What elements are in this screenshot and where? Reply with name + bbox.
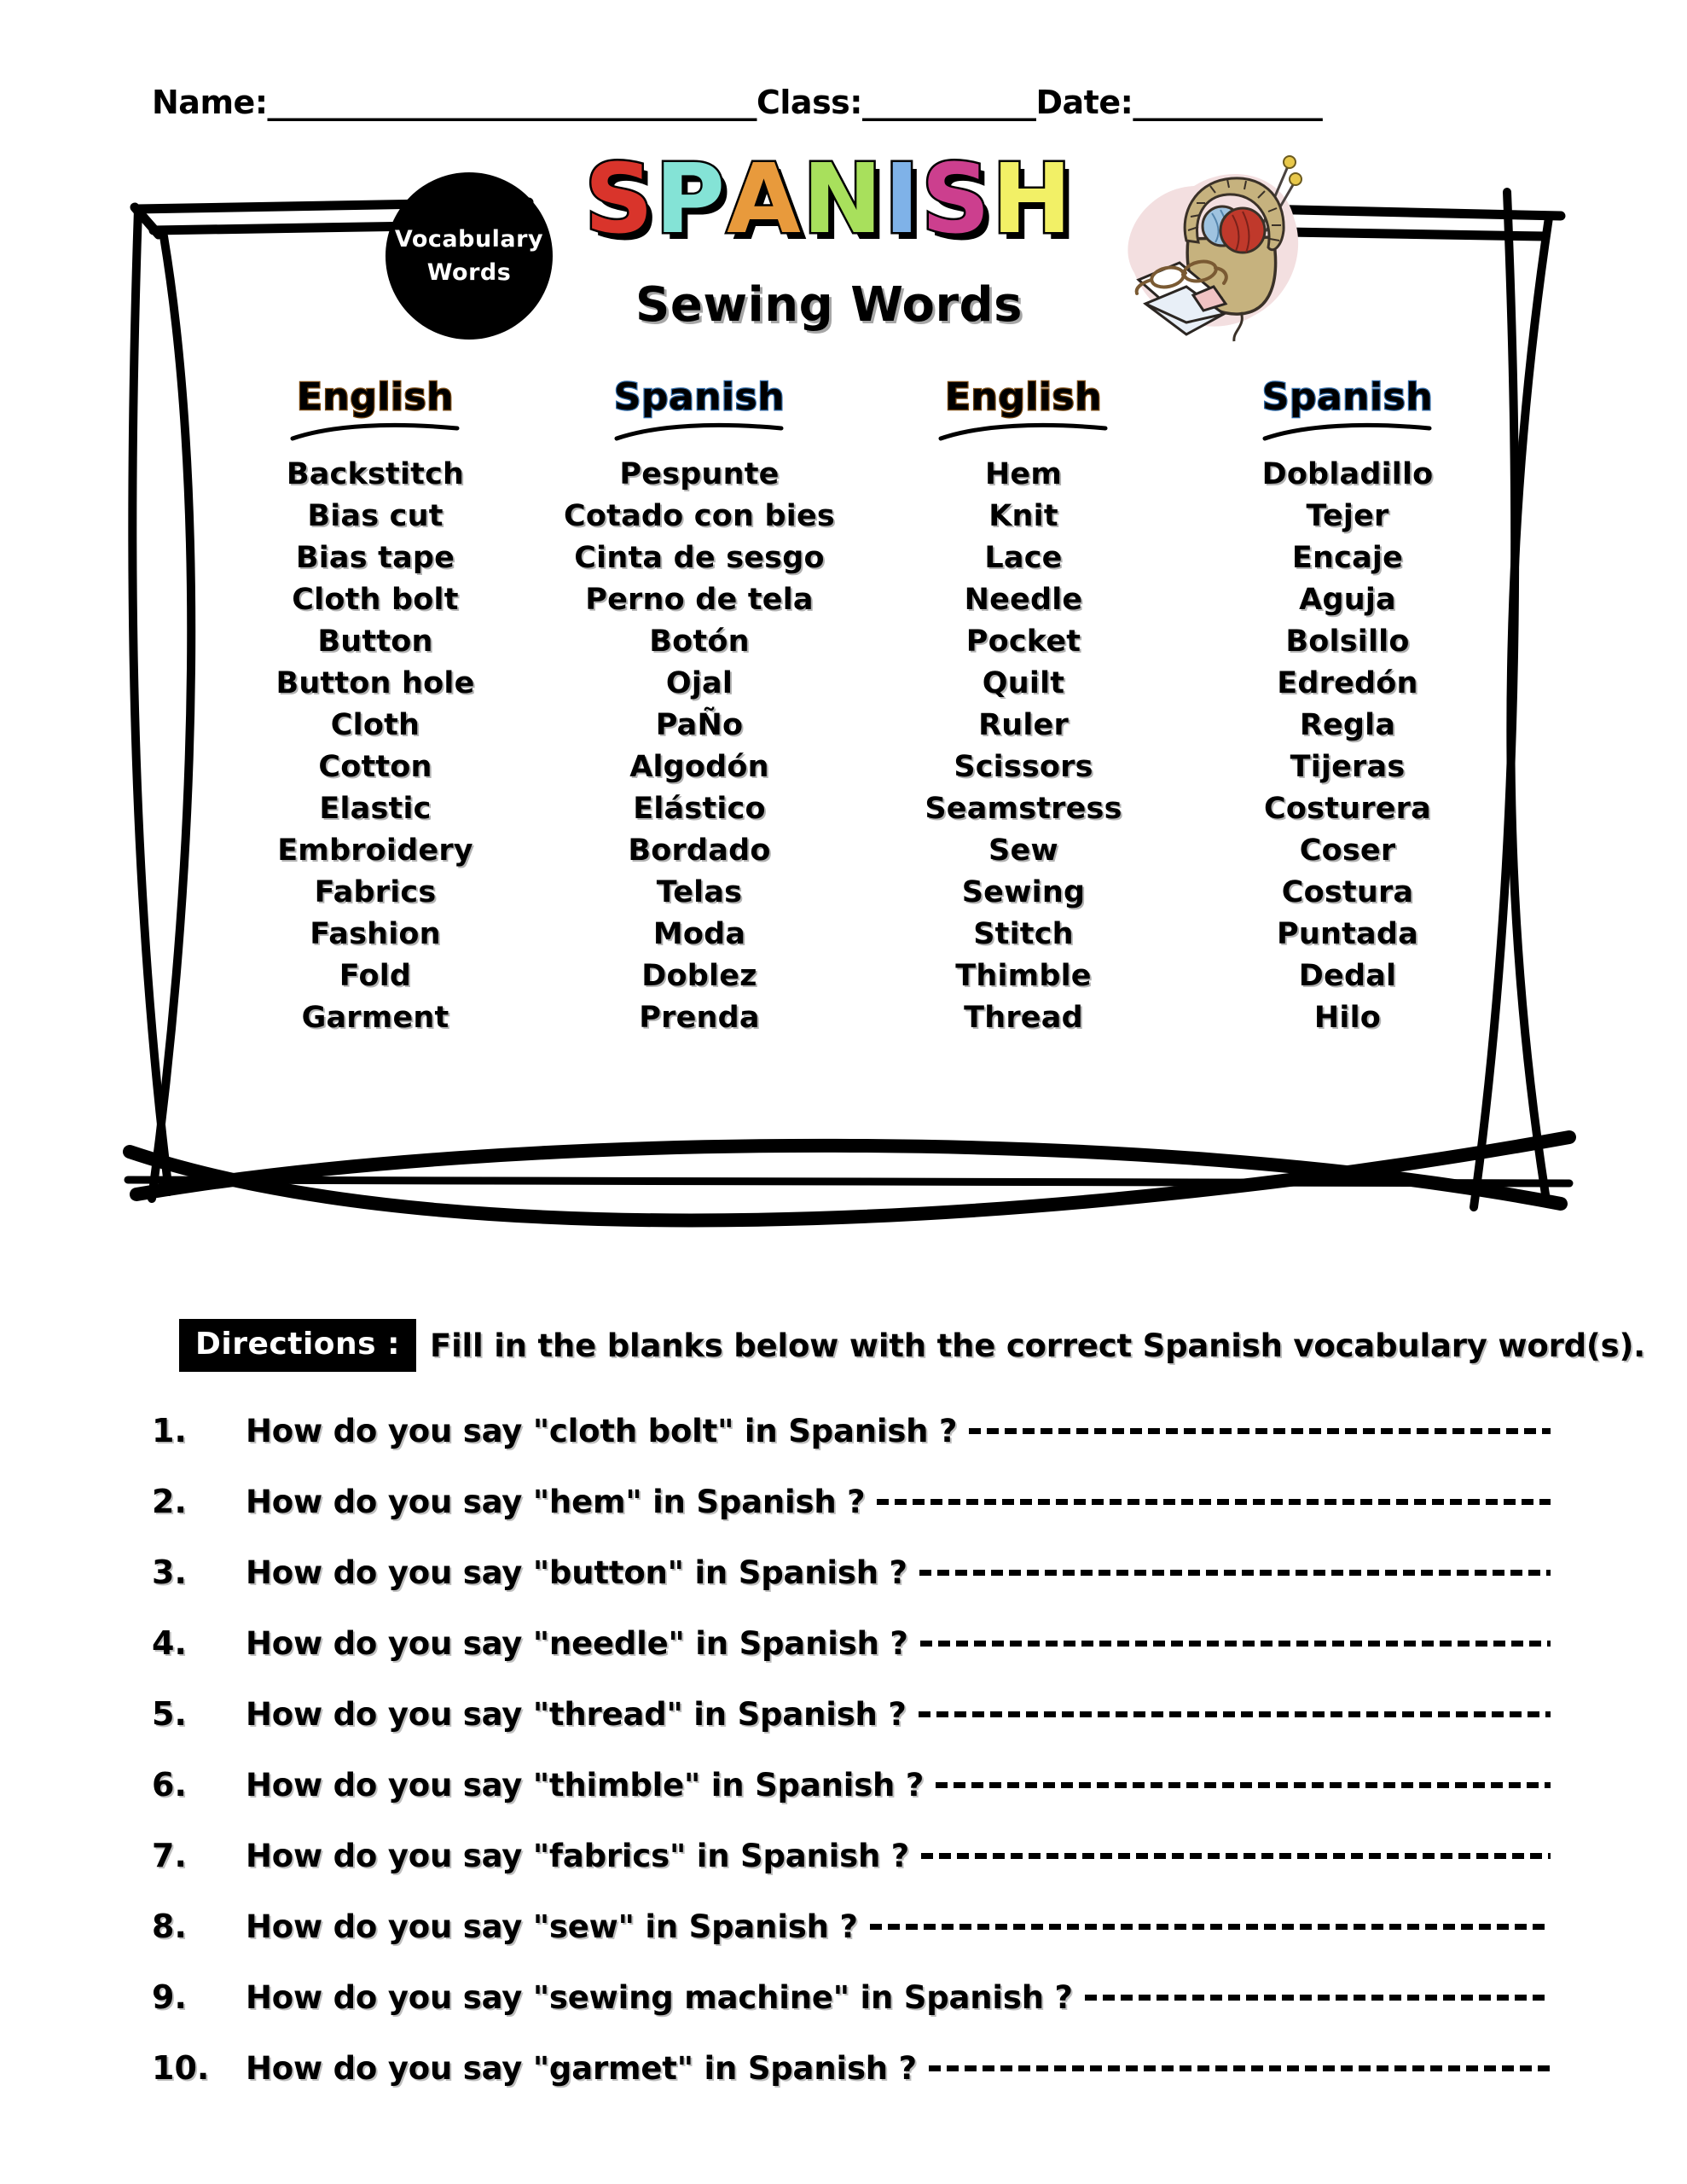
vocab-word-spanish: Edredón xyxy=(1277,666,1418,700)
question-number: 2. xyxy=(152,1483,187,1520)
vocab-word-spanish: Coser xyxy=(1299,834,1396,868)
question-row xyxy=(152,1908,1551,1978)
question-text: How do you say "hem" in Spanish ? xyxy=(246,1484,866,1520)
question-row xyxy=(152,1554,1551,1624)
vocab-word-spanish: Pespunte xyxy=(619,457,780,491)
answer-blank[interactable] xyxy=(969,1428,1551,1434)
title-letter-s-5: S xyxy=(921,144,992,255)
vocab-word-english: Hem xyxy=(984,457,1063,491)
vocab-word-spanish: Costura xyxy=(1281,875,1414,909)
vocab-word-english: Button hole xyxy=(275,666,475,700)
sewing-basket-icon xyxy=(1104,145,1318,358)
question-text: How do you say "thread" in Spanish ? xyxy=(246,1696,907,1733)
page-title xyxy=(573,144,1085,255)
question-number: 6. xyxy=(152,1766,187,1804)
header-swoosh-icon xyxy=(1262,421,1433,442)
column-english-left xyxy=(213,375,537,1039)
question-number: 4. xyxy=(152,1624,187,1662)
vocab-word-english: Fabrics xyxy=(314,875,437,909)
vocab-word-english: Knit xyxy=(988,499,1058,533)
vocab-word-spanish: Tijeras xyxy=(1290,750,1406,784)
vocab-word-english: Button xyxy=(317,624,433,659)
badge-line-1: Vocabulary xyxy=(394,225,544,253)
title-letter-s-0: S xyxy=(584,144,656,255)
vocab-word-spanish: Tejer xyxy=(1306,499,1389,533)
column-header-label: Spanish xyxy=(613,375,786,419)
question-row xyxy=(152,1624,1551,1695)
vocab-word-english: Thread xyxy=(964,1001,1083,1035)
vocab-word-spanish: Aguja xyxy=(1299,583,1396,617)
vocab-word-english: Ruler xyxy=(978,708,1069,742)
vocab-word-english: Pocket xyxy=(965,624,1081,659)
vocab-word-english: Scissors xyxy=(954,750,1093,784)
question-row xyxy=(152,1837,1551,1908)
vocab-word-english: Sewing xyxy=(961,875,1086,909)
vocab-word-spanish: Doblez xyxy=(641,959,757,993)
question-text: How do you say "sew" in Spanish ? xyxy=(246,1908,858,1945)
vocab-word-spanish: PaÑo xyxy=(655,708,744,742)
question-text: How do you say "fabrics" in Spanish ? xyxy=(246,1838,910,1874)
vocab-word-english: Garment xyxy=(301,1001,449,1035)
vocab-word-english: Needle xyxy=(964,583,1083,617)
header-swoosh-icon xyxy=(614,421,785,442)
question-number: 9. xyxy=(152,1978,187,2016)
vocab-word-english: Seamstress xyxy=(925,792,1122,826)
column-english-right xyxy=(861,375,1186,1039)
question-row xyxy=(152,1695,1551,1766)
vocab-word-english: Cloth xyxy=(330,708,420,742)
vocab-word-spanish: Prenda xyxy=(639,1001,760,1035)
vocab-word-english: Cloth bolt xyxy=(292,583,459,617)
answer-blank[interactable] xyxy=(920,1641,1551,1647)
vocab-word-english: Cotton xyxy=(318,750,432,784)
worksheet-header xyxy=(0,145,1687,367)
title-letter-p-1: P xyxy=(655,144,728,255)
column-header-label: English xyxy=(944,375,1103,419)
question-row xyxy=(152,1978,1551,2049)
vocab-word-spanish: Costurera xyxy=(1264,792,1431,826)
vocab-word-spanish: Dedal xyxy=(1298,959,1397,993)
vocab-word-spanish: Bordado xyxy=(628,834,771,868)
vocab-word-spanish: Botón xyxy=(649,624,750,659)
title-letter-n-3: N xyxy=(802,144,884,255)
vocab-word-english: Quilt xyxy=(982,666,1065,700)
questions-list xyxy=(152,1412,1551,2120)
column-spanish-right xyxy=(1186,375,1510,1039)
column-header-english-left xyxy=(213,375,537,454)
directions-text: Fill in the blanks below with the correct Spanish vocabulary word(s). xyxy=(430,1327,1646,1364)
header-swoosh-icon xyxy=(938,421,1109,442)
vocab-word-english: Stitch xyxy=(973,917,1074,951)
question-text: How do you say "cloth bolt" in Spanish ? xyxy=(246,1413,958,1449)
question-row xyxy=(152,2049,1551,2120)
vocabulary-table xyxy=(213,375,1510,1039)
vocab-word-spanish: Telas xyxy=(656,875,743,909)
question-row xyxy=(152,1483,1551,1554)
badge-line-2: Words xyxy=(426,259,512,286)
vocab-word-spanish: Cotado con bies xyxy=(564,499,835,533)
vocab-word-english: Backstitch xyxy=(286,457,465,491)
answer-blank[interactable] xyxy=(919,1711,1551,1717)
vocab-word-english: Bias cut xyxy=(307,499,443,533)
vocabulary-words-badge xyxy=(386,172,553,340)
vocab-word-spanish: Encaje xyxy=(1291,541,1404,575)
vocab-word-spanish: Moda xyxy=(652,917,746,951)
answer-blank[interactable] xyxy=(877,1499,1551,1505)
question-text: How do you say "button" in Spanish ? xyxy=(246,1554,907,1591)
vocab-word-spanish: Elástico xyxy=(633,792,766,826)
column-header-english-right xyxy=(861,375,1186,454)
vocab-list-spanish-right xyxy=(1186,454,1510,1039)
vocab-word-english: Sew xyxy=(988,834,1058,868)
vocab-word-spanish: Hilo xyxy=(1313,1001,1382,1035)
title-letter-a-2: A xyxy=(727,144,803,255)
name-class-date-line: Name:_______________________________Class:___________Date:____________ xyxy=(152,84,1323,121)
question-number: 10. xyxy=(152,2049,210,2087)
directions-row xyxy=(179,1319,1645,1372)
page-subtitle: Sewing Words xyxy=(635,277,1023,333)
answer-blank[interactable] xyxy=(921,1853,1551,1859)
answer-blank[interactable] xyxy=(936,1782,1551,1788)
vocab-list-english-right xyxy=(861,454,1186,1039)
vocab-word-english: Thimble xyxy=(955,959,1092,993)
vocab-word-english: Lace xyxy=(984,541,1063,575)
vocab-word-spanish: Ojal xyxy=(665,666,733,700)
question-text: How do you say "thimble" in Spanish ? xyxy=(246,1767,925,1804)
question-number: 8. xyxy=(152,1908,187,1945)
column-header-spanish-left xyxy=(537,375,861,454)
question-row xyxy=(152,1766,1551,1837)
vocab-word-spanish: Regla xyxy=(1299,708,1396,742)
directions-label: Directions : xyxy=(179,1319,416,1372)
vocab-word-english: Fold xyxy=(339,959,412,993)
column-header-spanish-right xyxy=(1186,375,1510,454)
vocab-word-spanish: Bolsillo xyxy=(1285,624,1410,659)
answer-blank[interactable] xyxy=(1085,1995,1551,2001)
header-swoosh-icon xyxy=(290,421,461,442)
title-letter-h-6: H xyxy=(991,144,1074,255)
answer-blank[interactable] xyxy=(919,1570,1551,1576)
title-letter-i-4: I xyxy=(884,144,922,255)
question-text: How do you say "needle" in Spanish ? xyxy=(246,1625,908,1662)
vocab-word-spanish: Dobladillo xyxy=(1261,457,1434,491)
question-number: 3. xyxy=(152,1554,187,1591)
vocab-word-spanish: Algodón xyxy=(629,750,769,784)
vocab-word-spanish: Cinta de sesgo xyxy=(574,541,825,575)
answer-blank[interactable] xyxy=(870,1924,1551,1930)
vocab-word-english: Fashion xyxy=(310,917,441,951)
vocab-word-spanish: Puntada xyxy=(1277,917,1418,951)
question-number: 7. xyxy=(152,1837,187,1874)
column-header-label: English xyxy=(296,375,455,419)
question-number: 5. xyxy=(152,1695,187,1733)
vocab-word-english: Embroidery xyxy=(277,834,473,868)
vocab-word-english: Elastic xyxy=(319,792,432,826)
vocab-list-spanish-left xyxy=(537,454,861,1039)
column-spanish-left xyxy=(537,375,861,1039)
question-row xyxy=(152,1412,1551,1483)
vocab-word-spanish: Perno de tela xyxy=(585,583,814,617)
question-text: How do you say "garmet" in Spanish ? xyxy=(246,2050,917,2087)
column-header-label: Spanish xyxy=(1261,375,1434,419)
answer-blank[interactable] xyxy=(929,2065,1551,2071)
vocab-word-english: Bias tape xyxy=(295,541,455,575)
question-text: How do you say "sewing machine" in Spanish ? xyxy=(246,1979,1073,2016)
question-number: 1. xyxy=(152,1412,187,1449)
vocab-list-english-left xyxy=(213,454,537,1039)
sewing-basket-svg xyxy=(1104,145,1318,358)
